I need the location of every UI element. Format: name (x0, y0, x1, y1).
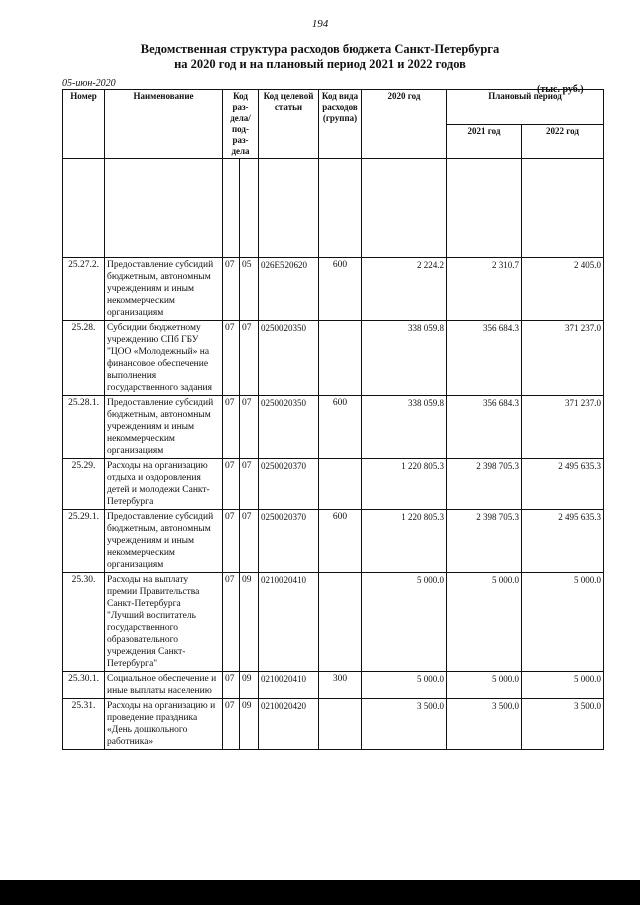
table-row (63, 573, 604, 672)
header-name: Наименование (105, 90, 223, 159)
table-row (63, 672, 604, 699)
row-amount-2022: 2 405.0 (522, 258, 604, 321)
row-amount-2022: 2 495 635.3 (522, 459, 604, 510)
row-name: Расходы на выплату премии Правительства Санкт-Петербурга "Лучший воспитатель государственного образовательного учреждения Санкт-Петербурга" (105, 573, 223, 672)
row-number: 25.27.2. (63, 258, 105, 321)
row-section: 07 (223, 672, 240, 699)
row-subsection: 07 (240, 510, 259, 573)
row-amount-2022: 2 495 635.3 (522, 510, 604, 573)
row-number: 25.28.1. (63, 396, 105, 459)
row-section: 07 (223, 396, 240, 459)
row-section: 07 (223, 258, 240, 321)
row-amount-2022: 371 237.0 (522, 321, 604, 396)
row-amount-2021: 2 398 705.3 (447, 510, 522, 573)
row-expense-kind: 600 (319, 510, 362, 573)
table-body (63, 258, 604, 750)
row-amount-2020: 2 224.2 (362, 258, 447, 321)
row-number: 25.30. (63, 573, 105, 672)
table-row (63, 321, 604, 396)
units-label: (тыс. руб.) (537, 84, 584, 95)
row-subsection: 07 (240, 321, 259, 396)
header-planning-period: Плановый период (447, 90, 604, 125)
row-subsection: 09 (240, 699, 259, 750)
table-row (63, 459, 604, 510)
row-number: 25.31. (63, 699, 105, 750)
budget-table (62, 89, 604, 750)
row-amount-2022: 5 000.0 (522, 573, 604, 672)
row-amount-2022: 5 000.0 (522, 672, 604, 699)
header-year-2021: 2021 год (447, 124, 522, 159)
row-target-code: 0250020370 (259, 510, 319, 573)
row-name: Предоставление субсидий бюджетным, автономным учреждениям и иным некоммерческим организациям (105, 396, 223, 459)
row-expense-kind: 600 (319, 396, 362, 459)
header-year-2022: 2022 год (522, 124, 604, 159)
row-target-code: 026E520620 (259, 258, 319, 321)
header-expense-kind-code: Код вида расходов (группа) (319, 90, 362, 159)
row-target-code: 0250020370 (259, 459, 319, 510)
row-section: 07 (223, 459, 240, 510)
document-date: 05-июн-2020 (62, 78, 116, 89)
row-target-code: 0250020350 (259, 396, 319, 459)
row-subsection: 05 (240, 258, 259, 321)
scan-border (0, 880, 640, 905)
row-target-code: 0210020420 (259, 699, 319, 750)
header-number: Номер (63, 90, 105, 159)
row-section: 07 (223, 699, 240, 750)
table-row (63, 396, 604, 459)
row-amount-2021: 3 500.0 (447, 699, 522, 750)
row-expense-kind (319, 699, 362, 750)
header-section-code: Код раз-дела/ под-раз-дела (223, 90, 259, 159)
header-year-2020: 2020 год (362, 90, 447, 159)
row-expense-kind (319, 573, 362, 672)
row-subsection: 09 (240, 672, 259, 699)
row-section: 07 (223, 510, 240, 573)
page-number: 194 (311, 18, 329, 30)
row-name: Предоставление субсидий бюджетным, автономным учреждениям и иным некоммерческим организациям (105, 258, 223, 321)
row-number: 25.29.1. (63, 510, 105, 573)
row-amount-2021: 5 000.0 (447, 672, 522, 699)
row-name: Расходы на организацию и проведение праздника «День дошкольного работника» (105, 699, 223, 750)
row-section: 07 (223, 573, 240, 672)
row-amount-2020: 1 220 805.3 (362, 459, 447, 510)
title-line-2: на 2020 год и на плановый период 2021 и 2022 годов (174, 57, 466, 71)
row-amount-2021: 2 398 705.3 (447, 459, 522, 510)
title-line-1: Ведомственная структура расходов бюджета Санкт-Петербурга (140, 42, 500, 56)
row-section: 07 (223, 321, 240, 396)
row-subsection: 07 (240, 459, 259, 510)
row-name: Социальное обеспечение и иные выплаты населению (105, 672, 223, 699)
row-amount-2022: 371 237.0 (522, 396, 604, 459)
row-amount-2021: 356 684.3 (447, 321, 522, 396)
row-amount-2020: 5 000.0 (362, 672, 447, 699)
row-subsection: 09 (240, 573, 259, 672)
row-amount-2020: 338 059.8 (362, 396, 447, 459)
table-row (63, 510, 604, 573)
row-number: 25.28. (63, 321, 105, 396)
row-name: Расходы на организацию отдыха и оздоровления детей и молодежи Санкт-Петербурга (105, 459, 223, 510)
row-amount-2020: 1 220 805.3 (362, 510, 447, 573)
row-expense-kind (319, 321, 362, 396)
row-name: Предоставление субсидий бюджетным, автономным учреждениям и иным некоммерческим организациям (105, 510, 223, 573)
row-name: Субсидии бюджетному учреждению СПб ГБУ "ЦОО «Молодежный» на финансовое обеспечение выполнения государственного задания (105, 321, 223, 396)
row-amount-2020: 5 000.0 (362, 573, 447, 672)
document-title (0, 42, 640, 72)
header-target-code: Код целевой статьи (259, 90, 319, 159)
table-row (63, 699, 604, 750)
row-expense-kind (319, 459, 362, 510)
row-target-code: 0210020410 (259, 573, 319, 672)
row-subsection: 07 (240, 396, 259, 459)
row-number: 25.29. (63, 459, 105, 510)
row-number: 25.30.1. (63, 672, 105, 699)
row-amount-2020: 338 059.8 (362, 321, 447, 396)
row-amount-2020: 3 500.0 (362, 699, 447, 750)
row-amount-2021: 2 310.7 (447, 258, 522, 321)
row-amount-2021: 356 684.3 (447, 396, 522, 459)
row-expense-kind: 600 (319, 258, 362, 321)
row-target-code: 0250020350 (259, 321, 319, 396)
row-amount-2022: 3 500.0 (522, 699, 604, 750)
row-expense-kind: 300 (319, 672, 362, 699)
row-amount-2021: 5 000.0 (447, 573, 522, 672)
table-row (63, 258, 604, 321)
row-target-code: 0210020410 (259, 672, 319, 699)
